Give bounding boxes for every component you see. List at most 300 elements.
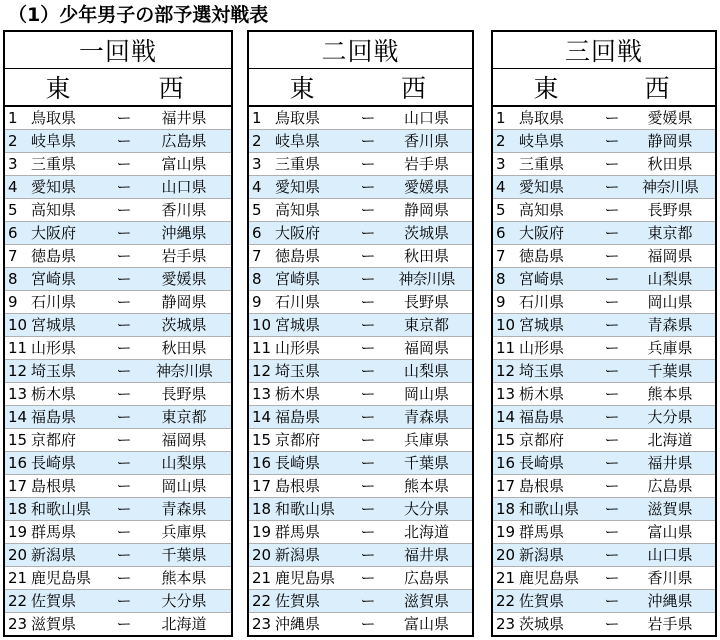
round-table-third	[491, 30, 717, 637]
match-number: 18	[4, 498, 29, 521]
match-number: 2	[4, 130, 29, 153]
east-label: 東	[248, 69, 355, 107]
versus-separator: ー	[599, 544, 625, 567]
east-team: 岐阜県	[273, 130, 355, 153]
match-row	[492, 590, 716, 613]
east-team: 鳥取県	[273, 106, 355, 130]
match-row	[248, 337, 473, 360]
east-team: 大阪府	[273, 222, 355, 245]
match-row	[492, 222, 716, 245]
round-table-first	[3, 30, 233, 637]
east-team: 和歌山県	[29, 498, 111, 521]
versus-separator: ー	[111, 383, 137, 406]
versus-separator: ー	[604, 615, 620, 633]
match-row	[492, 567, 716, 590]
west-team: 滋賀県	[625, 498, 716, 521]
west-team: 岡山県	[381, 383, 473, 406]
match-number: 1	[248, 106, 273, 130]
east-team: 京都府	[29, 429, 111, 452]
match-number: 12	[4, 360, 29, 383]
match-number: 21	[248, 567, 273, 590]
west-team: 千葉県	[137, 544, 232, 567]
versus-separator: ー	[355, 360, 381, 383]
match-row	[4, 544, 232, 567]
match-number: 13	[4, 383, 29, 406]
match-number: 20	[248, 544, 273, 567]
east-team: 宮崎県	[517, 268, 599, 291]
match-row	[4, 590, 232, 613]
match-number: 18	[248, 498, 273, 521]
match-number: 14	[248, 406, 273, 429]
match-row	[4, 291, 232, 314]
east-team: 山形県	[29, 337, 111, 360]
east-team: 栃木県	[273, 383, 355, 406]
match-number: 19	[492, 521, 517, 544]
match-number: 10	[4, 314, 29, 337]
east-team: 大阪府	[517, 222, 599, 245]
versus-separator: ー	[111, 452, 137, 475]
east-team: 沖縄県	[275, 615, 321, 633]
match-list	[492, 106, 716, 636]
east-team: 愛知県	[29, 176, 111, 199]
match-number: 12	[248, 360, 273, 383]
match-number: 8	[492, 268, 517, 291]
match-number: 2	[492, 130, 517, 153]
versus-separator: ー	[599, 452, 625, 475]
match-row	[248, 314, 473, 337]
match-number: 22	[492, 590, 517, 613]
round-table-second	[247, 30, 474, 637]
versus-separator: ー	[111, 429, 137, 452]
west-team: 大分県	[625, 406, 716, 429]
versus-separator: ー	[111, 222, 137, 245]
east-team: 大阪府	[29, 222, 111, 245]
match-number: 22	[4, 590, 29, 613]
match-row	[492, 130, 716, 153]
east-team: 島根県	[29, 475, 111, 498]
east-team: 福島県	[29, 406, 111, 429]
match-row	[492, 429, 716, 452]
versus-separator: ー	[599, 383, 625, 406]
match-row	[492, 245, 716, 268]
versus-separator: ー	[355, 337, 381, 360]
versus-separator: ー	[111, 268, 137, 291]
west-team: 長野県	[137, 383, 232, 406]
east-team: 愛知県	[273, 176, 355, 199]
versus-separator: ー	[355, 498, 381, 521]
match-number: 7	[248, 245, 273, 268]
west-team: 愛媛県	[381, 176, 473, 199]
match-number: 22	[248, 590, 273, 613]
versus-separator: ー	[355, 475, 381, 498]
match-row	[4, 360, 232, 383]
versus-separator: ー	[355, 383, 381, 406]
east-team: 高知県	[273, 199, 355, 222]
east-team: 愛知県	[517, 176, 599, 199]
west-team: 秋田県	[625, 153, 716, 176]
match-number: 13	[248, 383, 273, 406]
west-team: 大分県	[381, 498, 473, 521]
west-team: 山口県	[381, 106, 473, 130]
match-number: 15	[248, 429, 273, 452]
east-team: 栃木県	[29, 383, 111, 406]
versus-separator: ー	[111, 360, 137, 383]
west-label: 西	[355, 69, 473, 107]
west-team: 兵庫県	[381, 429, 473, 452]
east-team: 徳島県	[273, 245, 355, 268]
east-team: 長崎県	[273, 452, 355, 475]
match-number: 14	[4, 406, 29, 429]
match-row	[248, 291, 473, 314]
west-team: 静岡県	[137, 291, 232, 314]
west-team: 長野県	[625, 199, 716, 222]
west-team: 沖縄県	[137, 222, 232, 245]
match-number: 11	[492, 337, 517, 360]
match-row	[4, 153, 232, 176]
versus-separator: ー	[355, 567, 381, 590]
west-team: 千葉県	[625, 360, 716, 383]
match-number: 23	[8, 615, 28, 633]
versus-separator: ー	[599, 268, 625, 291]
match-row	[248, 498, 473, 521]
east-team: 鹿児島県	[273, 567, 355, 590]
west-team: 長野県	[381, 291, 473, 314]
versus-separator: ー	[355, 291, 381, 314]
match-number: 8	[248, 268, 273, 291]
versus-separator: ー	[111, 130, 137, 153]
match-list	[248, 106, 473, 636]
match-number: 14	[492, 406, 517, 429]
match-number: 12	[492, 360, 517, 383]
match-number: 11	[248, 337, 273, 360]
match-number: 6	[492, 222, 517, 245]
versus-separator: ー	[599, 314, 625, 337]
match-row	[248, 176, 473, 199]
round-label: 二回戦	[248, 31, 473, 69]
versus-separator: ー	[360, 615, 376, 633]
round-label: 一回戦	[4, 31, 232, 69]
versus-separator: ー	[111, 106, 137, 130]
match-number: 23	[496, 615, 516, 633]
match-row	[4, 613, 232, 637]
versus-separator: ー	[355, 521, 381, 544]
east-team: 宮崎県	[29, 268, 111, 291]
match-number: 13	[492, 383, 517, 406]
versus-separator: ー	[599, 130, 625, 153]
match-number: 17	[4, 475, 29, 498]
versus-separator: ー	[355, 452, 381, 475]
east-team: 埼玉県	[273, 360, 355, 383]
versus-separator: ー	[111, 521, 137, 544]
match-number: 4	[492, 176, 517, 199]
versus-separator: ー	[599, 153, 625, 176]
match-number: 17	[492, 475, 517, 498]
match-number: 20	[492, 544, 517, 567]
west-team: 山梨県	[381, 360, 473, 383]
west-team: 山口県	[137, 176, 232, 199]
versus-separator: ー	[111, 245, 137, 268]
west-team: 岩手県	[647, 615, 693, 633]
match-number: 1	[492, 106, 517, 130]
west-team: 香川県	[381, 130, 473, 153]
west-team: 福岡県	[381, 337, 473, 360]
match-number: 11	[4, 337, 29, 360]
versus-separator: ー	[355, 406, 381, 429]
east-team: 徳島県	[29, 245, 111, 268]
east-team: 佐賀県	[517, 590, 599, 613]
match-number: 16	[492, 452, 517, 475]
versus-separator: ー	[355, 245, 381, 268]
match-number: 19	[4, 521, 29, 544]
match-row	[4, 314, 232, 337]
versus-separator: ー	[111, 337, 137, 360]
west-team: 静岡県	[381, 199, 473, 222]
match-row	[492, 199, 716, 222]
match-row	[248, 268, 473, 291]
match-number: 17	[248, 475, 273, 498]
west-team: 大分県	[137, 590, 232, 613]
match-row	[248, 199, 473, 222]
west-team: 広島県	[137, 130, 232, 153]
east-team: 栃木県	[517, 383, 599, 406]
versus-separator: ー	[355, 153, 381, 176]
east-team: 福島県	[273, 406, 355, 429]
west-team: 神奈川県	[381, 268, 473, 291]
match-row	[4, 452, 232, 475]
match-number: 16	[248, 452, 273, 475]
versus-separator: ー	[355, 199, 381, 222]
west-team: 沖縄県	[625, 590, 716, 613]
versus-separator: ー	[355, 176, 381, 199]
east-team: 鹿児島県	[29, 567, 111, 590]
versus-separator: ー	[111, 544, 137, 567]
east-team: 石川県	[273, 291, 355, 314]
match-row	[4, 106, 232, 130]
match-row	[248, 406, 473, 429]
match-row	[492, 314, 716, 337]
east-team: 岐阜県	[517, 130, 599, 153]
versus-separator: ー	[116, 615, 132, 633]
match-number: 3	[248, 153, 273, 176]
match-row	[248, 106, 473, 130]
match-row	[4, 429, 232, 452]
east-team: 高知県	[29, 199, 111, 222]
versus-separator: ー	[111, 314, 137, 337]
west-team: 山口県	[625, 544, 716, 567]
east-team: 鳥取県	[517, 106, 599, 130]
match-row	[4, 130, 232, 153]
east-team: 滋賀県	[31, 615, 77, 633]
east-team: 宮城県	[29, 314, 111, 337]
match-row	[492, 521, 716, 544]
match-row	[492, 268, 716, 291]
west-team: 岩手県	[381, 153, 473, 176]
match-row	[4, 245, 232, 268]
match-row	[248, 222, 473, 245]
match-number: 21	[4, 567, 29, 590]
west-team: 北海道	[381, 521, 473, 544]
west-team: 青森県	[381, 406, 473, 429]
versus-separator: ー	[599, 406, 625, 429]
match-number: 9	[4, 291, 29, 314]
east-team: 宮崎県	[273, 268, 355, 291]
east-team: 埼玉県	[29, 360, 111, 383]
west-team: 岡山県	[137, 475, 232, 498]
versus-separator: ー	[599, 475, 625, 498]
match-number: 2	[248, 130, 273, 153]
match-number: 6	[4, 222, 29, 245]
versus-separator: ー	[599, 498, 625, 521]
match-number: 9	[248, 291, 273, 314]
versus-separator: ー	[599, 222, 625, 245]
east-team: 石川県	[29, 291, 111, 314]
versus-separator: ー	[599, 429, 625, 452]
match-row	[4, 176, 232, 199]
west-team: 愛媛県	[137, 268, 232, 291]
west-team: 秋田県	[381, 245, 473, 268]
match-number: 7	[4, 245, 29, 268]
match-row	[4, 475, 232, 498]
east-team: 島根県	[273, 475, 355, 498]
versus-separator: ー	[111, 176, 137, 199]
west-team: 富山県	[625, 521, 716, 544]
match-row	[4, 199, 232, 222]
match-row	[4, 567, 232, 590]
versus-separator: ー	[599, 360, 625, 383]
east-team: 宮城県	[273, 314, 355, 337]
match-number: 16	[4, 452, 29, 475]
match-row	[248, 383, 473, 406]
match-row	[4, 222, 232, 245]
match-row	[248, 429, 473, 452]
versus-separator: ー	[599, 337, 625, 360]
west-team: 岡山県	[625, 291, 716, 314]
east-team: 徳島県	[517, 245, 599, 268]
west-team: 北海道	[161, 615, 207, 633]
versus-separator: ー	[355, 314, 381, 337]
match-number: 15	[492, 429, 517, 452]
west-team: 静岡県	[625, 130, 716, 153]
match-number: 15	[4, 429, 29, 452]
match-row	[248, 544, 473, 567]
versus-separator: ー	[355, 268, 381, 291]
versus-separator: ー	[355, 130, 381, 153]
east-team: 三重県	[517, 153, 599, 176]
match-number: 20	[4, 544, 29, 567]
round-label: 三回戦	[492, 31, 716, 69]
match-number: 4	[248, 176, 273, 199]
east-team: 和歌山県	[517, 498, 599, 521]
versus-separator: ー	[355, 590, 381, 613]
versus-separator: ー	[355, 544, 381, 567]
west-team: 熊本県	[137, 567, 232, 590]
match-number: 4	[4, 176, 29, 199]
versus-separator: ー	[599, 245, 625, 268]
west-team: 青森県	[625, 314, 716, 337]
versus-separator: ー	[599, 199, 625, 222]
match-number: 3	[492, 153, 517, 176]
east-team: 京都府	[517, 429, 599, 452]
west-team: 岩手県	[137, 245, 232, 268]
east-team: 石川県	[517, 291, 599, 314]
west-team: 福岡県	[625, 245, 716, 268]
east-team: 群馬県	[517, 521, 599, 544]
west-team: 広島県	[625, 475, 716, 498]
west-team: 福井県	[625, 452, 716, 475]
page-title: （1）少年男子の部予選対戦表	[8, 4, 269, 26]
west-team: 熊本県	[381, 475, 473, 498]
east-team: 山形県	[273, 337, 355, 360]
west-team: 広島県	[381, 567, 473, 590]
east-team: 三重県	[29, 153, 111, 176]
west-team: 兵庫県	[137, 521, 232, 544]
match-row	[492, 291, 716, 314]
west-team: 千葉県	[381, 452, 473, 475]
match-number: 19	[248, 521, 273, 544]
match-row	[4, 521, 232, 544]
match-row	[492, 176, 716, 199]
east-team: 佐賀県	[273, 590, 355, 613]
match-number: 5	[492, 199, 517, 222]
east-team: 和歌山県	[273, 498, 355, 521]
match-row	[248, 567, 473, 590]
east-team: 新潟県	[517, 544, 599, 567]
match-row	[492, 544, 716, 567]
match-row	[4, 337, 232, 360]
west-team: 東京都	[137, 406, 232, 429]
match-number: 21	[492, 567, 517, 590]
west-team: 香川県	[137, 199, 232, 222]
versus-separator: ー	[355, 429, 381, 452]
versus-separator: ー	[599, 567, 625, 590]
versus-separator: ー	[111, 590, 137, 613]
east-team: 長崎県	[517, 452, 599, 475]
west-team: 滋賀県	[381, 590, 473, 613]
east-team: 新潟県	[273, 544, 355, 567]
west-label: 西	[599, 69, 716, 107]
versus-separator: ー	[111, 153, 137, 176]
versus-separator: ー	[111, 199, 137, 222]
west-team: 茨城県	[381, 222, 473, 245]
west-team: 兵庫県	[625, 337, 716, 360]
west-team: 香川県	[625, 567, 716, 590]
west-team: 山梨県	[625, 268, 716, 291]
match-number: 5	[248, 199, 273, 222]
versus-separator: ー	[111, 406, 137, 429]
west-team: 山梨県	[137, 452, 232, 475]
west-team: 愛媛県	[625, 106, 716, 130]
match-row	[4, 498, 232, 521]
west-team: 茨城県	[137, 314, 232, 337]
east-team: 岐阜県	[29, 130, 111, 153]
match-number: 3	[4, 153, 29, 176]
match-number: 9	[492, 291, 517, 314]
match-row	[248, 590, 473, 613]
west-team: 神奈川県	[625, 176, 716, 199]
match-row	[4, 268, 232, 291]
west-team: 北海道	[625, 429, 716, 452]
east-team: 宮城県	[517, 314, 599, 337]
match-row	[492, 475, 716, 498]
match-row	[4, 383, 232, 406]
west-team: 福岡県	[137, 429, 232, 452]
east-team: 新潟県	[29, 544, 111, 567]
versus-separator: ー	[111, 291, 137, 314]
match-row	[4, 406, 232, 429]
east-label: 東	[492, 69, 599, 107]
match-number: 10	[492, 314, 517, 337]
match-row	[492, 106, 716, 130]
